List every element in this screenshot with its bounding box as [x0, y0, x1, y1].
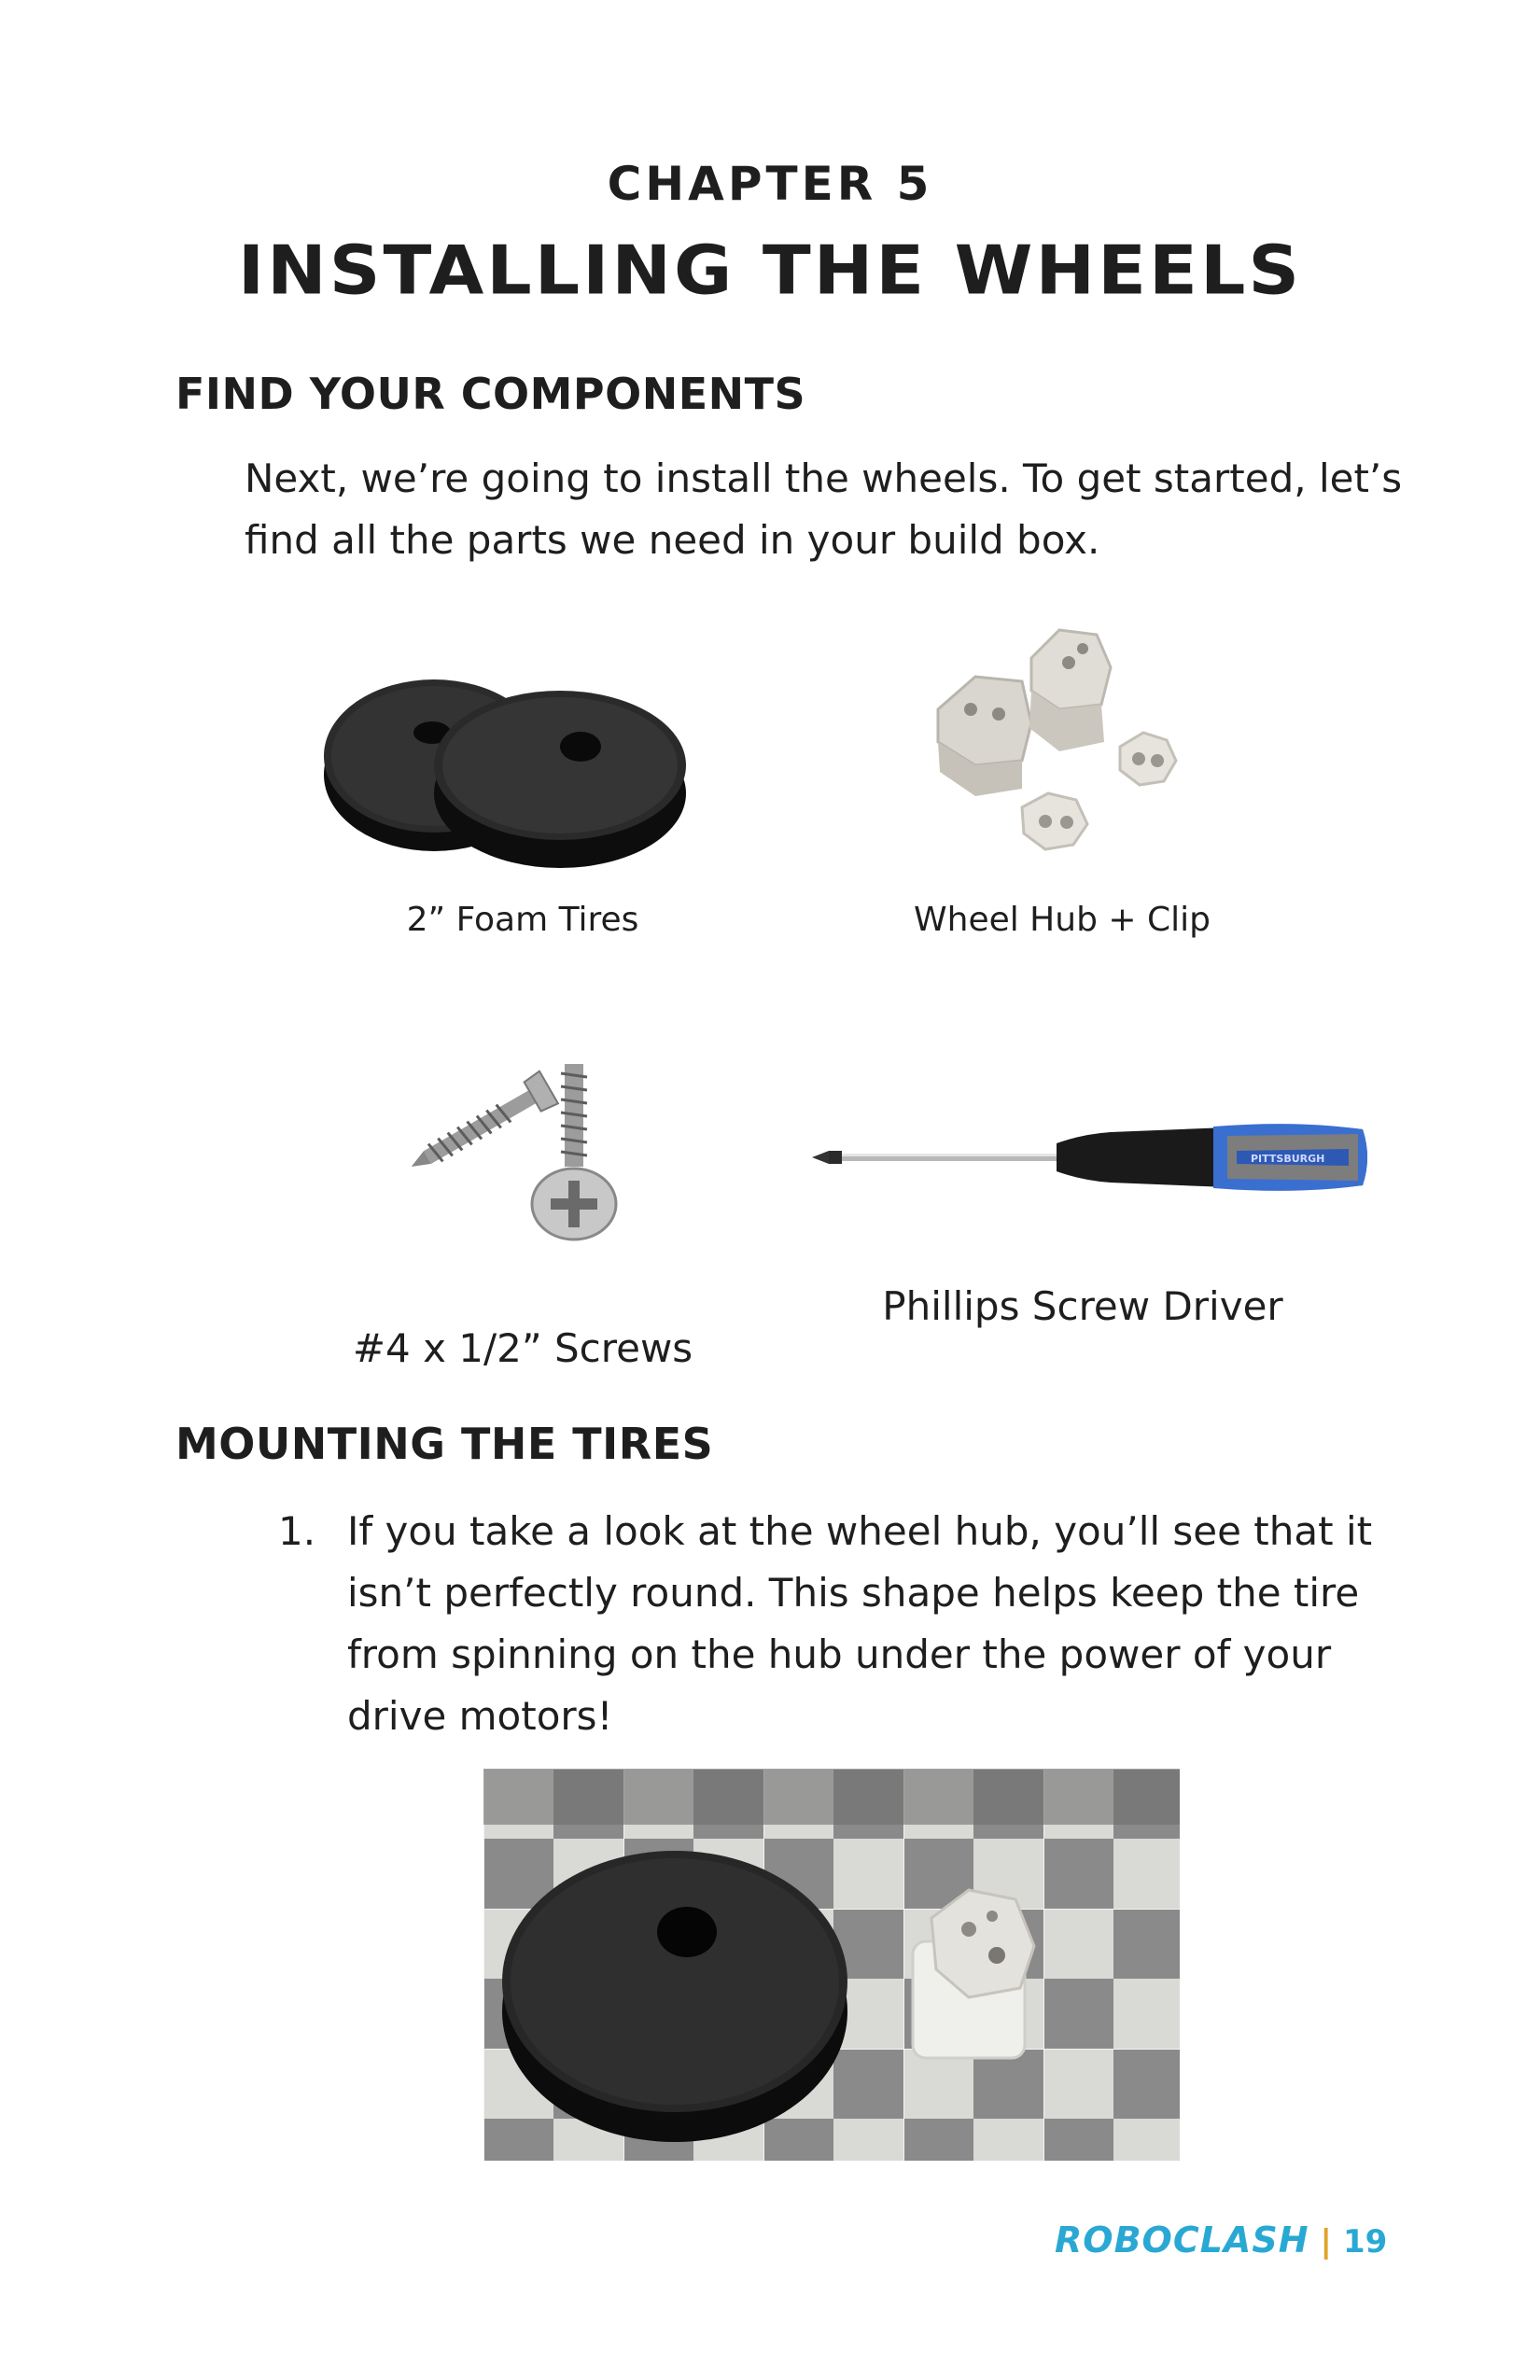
- screwdriver-brand-logo: PITTSBURGH: [1251, 1153, 1325, 1165]
- wheel-hub-photo: [919, 621, 1199, 882]
- step-1-number: 1.: [278, 1508, 316, 1554]
- tire-and-hub-photo: [483, 1769, 1180, 2161]
- caption-foam-tires: 2” Foam Tires: [406, 901, 639, 939]
- chapter-label: CHAPTER 5: [607, 157, 933, 211]
- footer-separator: |: [1320, 2223, 1332, 2261]
- footer-brand: ROBOCLASH: [1055, 2219, 1309, 2261]
- step-1-line: isn’t perfectly round. This shape helps keep the tire: [347, 1570, 1360, 1616]
- intro-paragraph: [245, 448, 1402, 571]
- section-heading-find-components: FIND YOUR COMPONENTS: [175, 369, 806, 419]
- caption-wheel-hub: Wheel Hub + Clip: [914, 901, 1211, 939]
- intro-line-2: find all the parts we need in your build box.: [245, 517, 1100, 563]
- caption-screws: #4 x 1/2” Screws: [352, 1325, 693, 1371]
- step-1-text: [347, 1501, 1372, 1747]
- step-1-line: from spinning on the hub under the power of your: [347, 1631, 1332, 1677]
- footer: [1055, 2219, 1387, 2261]
- caption-screwdriver: Phillips Screw Driver: [882, 1283, 1283, 1329]
- page-title: INSTALLING THE WHEELS: [237, 231, 1303, 310]
- step-1-line: drive motors!: [347, 1693, 613, 1739]
- step-1-line: If you take a look at the wheel hub, you’ll see that it: [347, 1508, 1373, 1554]
- screwdriver-photo: [812, 1106, 1372, 1209]
- intro-line-1: Next, we’re going to install the wheels. To get started, let’s: [245, 455, 1403, 501]
- section-heading-mounting-tires: MOUNTING THE TIRES: [175, 1419, 714, 1469]
- screws-photo: [383, 1045, 625, 1251]
- page-number: 19: [1342, 2223, 1388, 2261]
- foam-tires-photo: [322, 653, 686, 868]
